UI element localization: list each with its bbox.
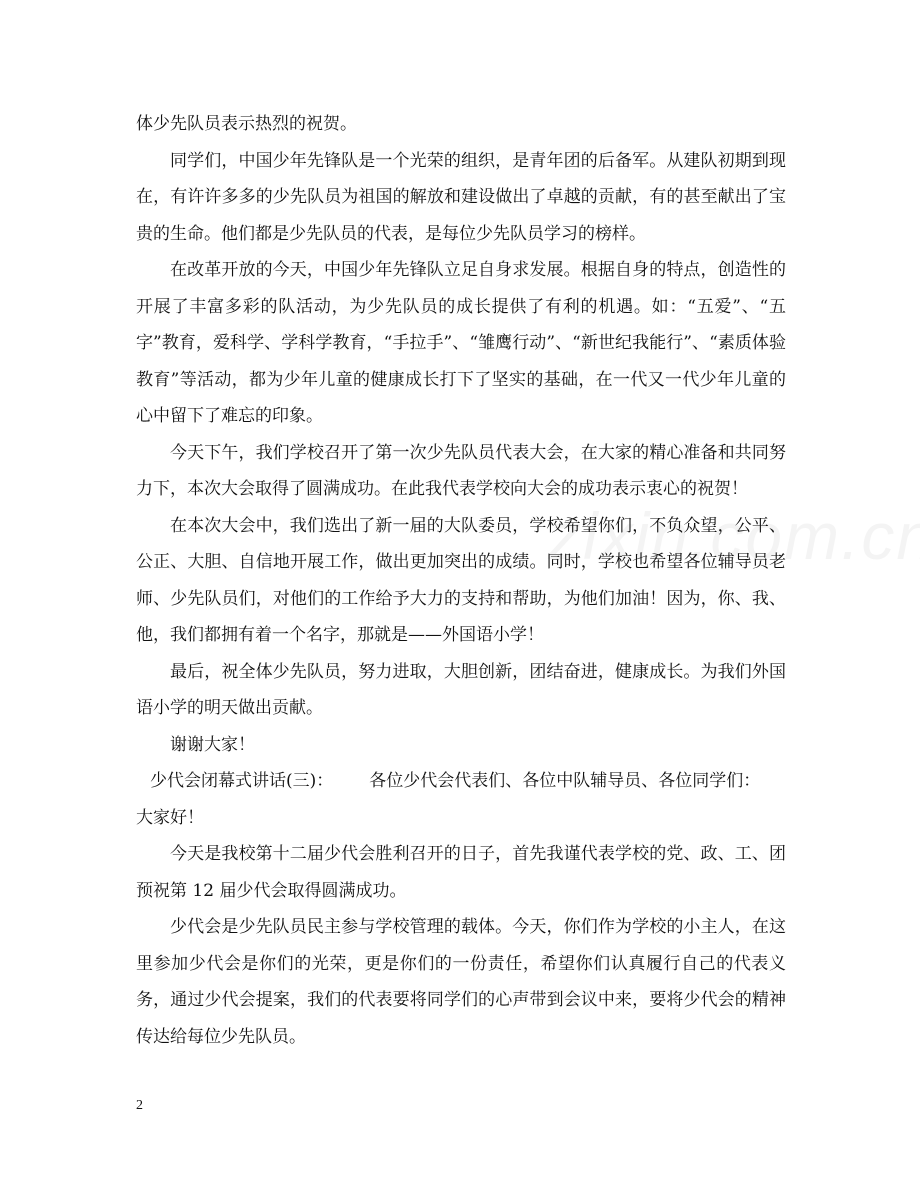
- section-title: 少代会闭幕式讲话(三)：: [150, 771, 334, 791]
- paragraph: 今天是我校第十二届少代会胜利召开的日子，首先我谨代表学校的党、政、工、团预祝第 12 届少代会取得圆满成功。: [136, 844, 786, 901]
- paragraph: 少代会是少先队员民主参与学校管理的载体。今天，你们作为学校的小主人，在这里参加少代会是你们的光荣，更是你们的一份责任，希望你们认真履行自己的代表义务，通过少代会提案，我们的代表要将同学们的心声带到会议中来，要将少代会的精神传达给每位少先队员。: [136, 917, 786, 1047]
- paragraph: 在改革开放的今天，中国少年先锋队立足自身求发展。根据自身的特点，创造性的开展了丰富多彩的队活动，为少先队员的成长提供了有利的机遇。如：“五爱”、“五字”教育，爱科学、学科学教育，“手拉手”、“雏鹰行动”、“新世纪我能行”、“素质体验教育”等活动，都为少年儿童的健康成长打下了坚实的基础，在一代又一代少年儿童的心中留下了难忘的印象。: [136, 260, 786, 426]
- paragraph-continuation: 体少先队员表示热烈的祝贺。: [136, 114, 357, 134]
- section-heading-line: [136, 763, 786, 800]
- section-greeting: 大家好！: [136, 807, 204, 828]
- paragraph: 最后，祝全体少先队员，努力进取，大胆创新，团结奋进，健康成长。为我们外国语小学的明天做出贡献。: [136, 661, 786, 718]
- page-number: 2: [136, 1098, 143, 1113]
- paragraph: 今天下午，我们学校召开了第一次少先队员代表大会，在大家的精心准备和共同努力下，本次大会取得了圆满成功。在此我代表学校向大会的成功表示衷心的祝贺！: [136, 442, 786, 499]
- paragraph: 在本次大会中，我们选出了新一届的大队委员，学校希望你们，不负众望，公平、公正、大胆、自信地开展工作，做出更加突出的成绩。同时，学校也希望各位辅导员老师、少先队员们，对他们的工作给予大力的支持和帮助，为他们加油！因为，你、我、他，我们都拥有着一个名字，那就是——外国语小学！: [136, 515, 786, 645]
- section-salutation: 各位少代会代表们、各位中队辅导员、各位同学们：: [369, 771, 761, 791]
- closing-thanks: 谢谢大家！: [170, 734, 255, 755]
- document-body: [136, 106, 786, 1055]
- paragraph: 同学们，中国少年先锋队是一个光荣的组织，是青年团的后备军。从建队初期到现在，有许许多多的少先队员为祖国的解放和建设做出了卓越的贡献，有的甚至献出了宝贵的生命。他们都是少先队员的代表，是每位少先队员学习的榜样。: [136, 150, 786, 244]
